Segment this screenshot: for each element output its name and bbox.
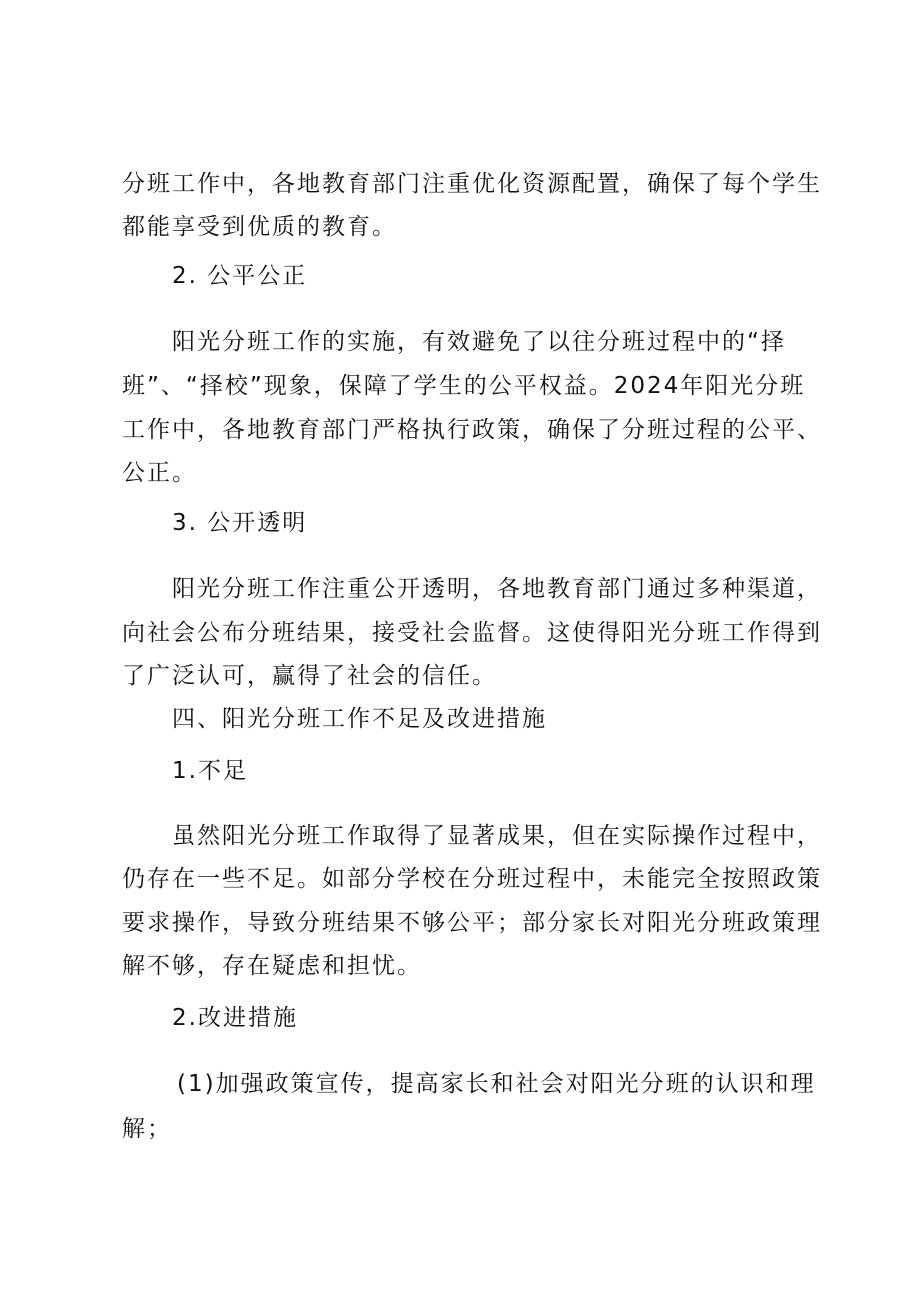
text-line: 解； xyxy=(122,1116,172,1142)
list-item: (1)加强政策宣传，提高家长和社会对阳光分班的认识和理 xyxy=(177,1071,816,1097)
text-line: 仍存在一些不足。如部分学校在分班过程中，未能完全按照政策 xyxy=(122,866,822,892)
section-heading: 2. 公平公正 xyxy=(172,263,308,289)
text-line: 了广泛认可，赢得了社会的信任。 xyxy=(122,663,497,689)
chapter-heading: 四、阳光分班工作不足及改进措施 xyxy=(172,706,547,732)
section-heading: 3. 公开透明 xyxy=(172,510,308,536)
text-line: 向社会公布分班结果，接受社会监督。这使得阳光分班工作得到 xyxy=(122,620,822,646)
text-line: 分班工作中，各地教育部门注重优化资源配置，确保了每个学生 xyxy=(122,171,822,197)
text-line: 公正。 xyxy=(122,460,197,486)
text-line: 阳光分班工作注重公开透明，各地教育部门通过多种渠道， xyxy=(172,576,822,602)
text-line: 虽然阳光分班工作取得了显著成果，但在实际操作过程中， xyxy=(172,823,822,849)
text-line: 工作中，各地教育部门严格执行政策，确保了分班过程的公平、 xyxy=(122,417,822,443)
text-line: 解不够，存在疑虑和担忧。 xyxy=(122,953,422,979)
text-line: 都能享受到优质的教育。 xyxy=(122,214,397,240)
text-line: 班”、“择校”现象，保障了学生的公平权益。2024年阳光分班 xyxy=(122,373,806,399)
section-heading: 1.不足 xyxy=(172,758,248,784)
section-heading: 2.改进措施 xyxy=(172,1005,298,1031)
text-line: 阳光分班工作的实施，有效避免了以往分班过程中的“择 xyxy=(172,329,786,355)
text-line: 要求操作，导致分班结果不够公平；部分家长对阳光分班政策理 xyxy=(122,910,822,936)
